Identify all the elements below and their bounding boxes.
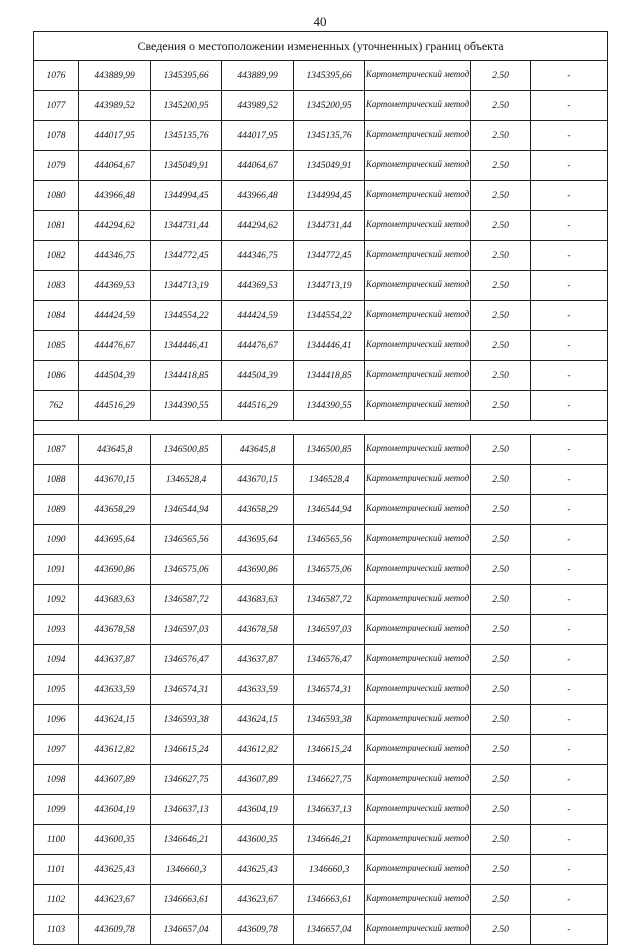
updated-x-cell: 443645,8 (222, 435, 294, 465)
existing-x-cell: 444346,75 (79, 241, 151, 271)
method-cell: Картометрический метод (365, 555, 471, 585)
updated-x-cell: 443889,99 (222, 61, 294, 91)
accuracy-cell: 2.50 (471, 241, 531, 271)
existing-y-cell: 1344731,44 (151, 211, 222, 241)
updated-y-cell: 1346500,85 (294, 435, 365, 465)
method-cell: Картометрический метод (365, 151, 471, 181)
method-cell: Картометрический метод (365, 735, 471, 765)
method-cell: Картометрический метод (365, 331, 471, 361)
updated-x-cell: 443658,29 (222, 495, 294, 525)
updated-x-cell: 444369,53 (222, 271, 294, 301)
point-number-cell: 1079 (34, 151, 79, 181)
point-number-cell: 1080 (34, 181, 79, 211)
updated-y-cell: 1345135,76 (294, 121, 365, 151)
point-number-cell: 1100 (34, 825, 79, 855)
updated-y-cell: 1346575,06 (294, 555, 365, 585)
existing-y-cell: 1345049,91 (151, 151, 222, 181)
existing-x-cell: 443690,86 (79, 555, 151, 585)
existing-x-cell: 444064,67 (79, 151, 151, 181)
accuracy-cell: 2.50 (471, 495, 531, 525)
point-description-cell: - (531, 495, 608, 525)
point-description-cell: - (531, 615, 608, 645)
existing-x-cell: 444294,62 (79, 211, 151, 241)
method-cell: Картометрический метод (365, 885, 471, 915)
table-row (34, 525, 608, 555)
accuracy-cell: 2.50 (471, 915, 531, 945)
accuracy-cell: 2.50 (471, 795, 531, 825)
method-cell: Картометрический метод (365, 211, 471, 241)
table-row (34, 735, 608, 765)
point-number-cell: 1101 (34, 855, 79, 885)
updated-x-cell: 443604,19 (222, 795, 294, 825)
table-row (34, 465, 608, 495)
existing-y-cell: 1346565,56 (151, 525, 222, 555)
point-description-cell: - (531, 331, 608, 361)
page-number: 40 (313, 14, 327, 29)
accuracy-cell: 2.50 (471, 91, 531, 121)
point-number-cell: 1078 (34, 121, 79, 151)
existing-y-cell: 1344446,41 (151, 331, 222, 361)
point-number-cell: 1093 (34, 615, 79, 645)
updated-y-cell: 1346544,94 (294, 495, 365, 525)
point-number-cell: 1089 (34, 495, 79, 525)
existing-x-cell: 444369,53 (79, 271, 151, 301)
point-description-cell: - (531, 91, 608, 121)
point-number-cell: 1083 (34, 271, 79, 301)
updated-y-cell: 1344390,55 (294, 391, 365, 421)
existing-x-cell: 443625,43 (79, 855, 151, 885)
existing-x-cell: 444476,67 (79, 331, 151, 361)
method-cell: Картометрический метод (365, 181, 471, 211)
accuracy-cell: 2.50 (471, 361, 531, 391)
updated-x-cell: 443624,15 (222, 705, 294, 735)
existing-y-cell: 1346615,24 (151, 735, 222, 765)
updated-y-cell: 1344994,45 (294, 181, 365, 211)
updated-x-cell: 443966,48 (222, 181, 294, 211)
existing-y-cell: 1346657,04 (151, 915, 222, 945)
method-cell: Картометрический метод (365, 795, 471, 825)
table-row (34, 645, 608, 675)
point-number-cell: 1096 (34, 705, 79, 735)
point-description-cell: - (531, 915, 608, 945)
point-number-cell: 1076 (34, 61, 79, 91)
point-number-cell: 1098 (34, 765, 79, 795)
existing-x-cell: 443678,58 (79, 615, 151, 645)
point-number-cell: 1090 (34, 525, 79, 555)
existing-y-cell: 1346544,94 (151, 495, 222, 525)
accuracy-cell: 2.50 (471, 735, 531, 765)
updated-y-cell: 1344731,44 (294, 211, 365, 241)
updated-y-cell: 1346576,47 (294, 645, 365, 675)
updated-x-cell: 443609,78 (222, 915, 294, 945)
point-description-cell: - (531, 435, 608, 465)
table-row (34, 151, 608, 181)
updated-y-cell: 1344713,19 (294, 271, 365, 301)
accuracy-cell: 2.50 (471, 555, 531, 585)
updated-y-cell: 1344554,22 (294, 301, 365, 331)
existing-x-cell: 443607,89 (79, 765, 151, 795)
existing-x-cell: 443637,87 (79, 645, 151, 675)
updated-y-cell: 1345049,91 (294, 151, 365, 181)
updated-x-cell: 444516,29 (222, 391, 294, 421)
accuracy-cell: 2.50 (471, 61, 531, 91)
accuracy-cell: 2.50 (471, 825, 531, 855)
existing-y-cell: 1345135,76 (151, 121, 222, 151)
table-row (34, 121, 608, 151)
point-number-cell: 1103 (34, 915, 79, 945)
updated-y-cell: 1346574,31 (294, 675, 365, 705)
method-cell: Картометрический метод (365, 61, 471, 91)
table-row (34, 91, 608, 121)
point-description-cell: - (531, 855, 608, 885)
updated-y-cell: 1346637,13 (294, 795, 365, 825)
accuracy-cell: 2.50 (471, 121, 531, 151)
table-row (34, 555, 608, 585)
existing-x-cell: 443633,59 (79, 675, 151, 705)
existing-y-cell: 1346574,31 (151, 675, 222, 705)
existing-x-cell: 444516,29 (79, 391, 151, 421)
point-description-cell: - (531, 705, 608, 735)
point-number-cell: 1097 (34, 735, 79, 765)
table-row (34, 615, 608, 645)
point-description-cell: - (531, 525, 608, 555)
point-description-cell: - (531, 735, 608, 765)
point-number-cell: 1099 (34, 795, 79, 825)
point-description-cell: - (531, 825, 608, 855)
accuracy-cell: 2.50 (471, 181, 531, 211)
point-description-cell: - (531, 241, 608, 271)
accuracy-cell: 2.50 (471, 525, 531, 555)
existing-y-cell: 1346575,06 (151, 555, 222, 585)
accuracy-cell: 2.50 (471, 705, 531, 735)
existing-y-cell: 1346597,03 (151, 615, 222, 645)
existing-x-cell: 443623,67 (79, 885, 151, 915)
method-cell: Картометрический метод (365, 645, 471, 675)
existing-y-cell: 1346627,75 (151, 765, 222, 795)
point-description-cell: - (531, 211, 608, 241)
accuracy-cell: 2.50 (471, 585, 531, 615)
updated-x-cell: 444346,75 (222, 241, 294, 271)
method-cell: Картометрический метод (365, 675, 471, 705)
existing-y-cell: 1344713,19 (151, 271, 222, 301)
method-cell: Картометрический метод (365, 855, 471, 885)
accuracy-cell: 2.50 (471, 855, 531, 885)
method-cell: Картометрический метод (365, 361, 471, 391)
existing-x-cell: 443612,82 (79, 735, 151, 765)
point-description-cell: - (531, 645, 608, 675)
table-row (34, 825, 608, 855)
accuracy-cell: 2.50 (471, 615, 531, 645)
point-description-cell: - (531, 795, 608, 825)
updated-x-cell: 443678,58 (222, 615, 294, 645)
point-number-cell: 1081 (34, 211, 79, 241)
accuracy-cell: 2.50 (471, 765, 531, 795)
point-description-cell: - (531, 555, 608, 585)
method-cell: Картометрический метод (365, 825, 471, 855)
point-number-cell: 1102 (34, 885, 79, 915)
existing-y-cell: 1344994,45 (151, 181, 222, 211)
method-cell: Картометрический метод (365, 241, 471, 271)
point-number-cell: 1084 (34, 301, 79, 331)
existing-x-cell: 444424,59 (79, 301, 151, 331)
updated-x-cell: 444424,59 (222, 301, 294, 331)
existing-y-cell: 1344554,22 (151, 301, 222, 331)
updated-x-cell: 444064,67 (222, 151, 294, 181)
table-row (34, 435, 608, 465)
table-row (34, 61, 608, 91)
table-row (34, 241, 608, 271)
method-cell: Картометрический метод (365, 465, 471, 495)
accuracy-cell: 2.50 (471, 675, 531, 705)
existing-x-cell: 443683,63 (79, 585, 151, 615)
existing-y-cell: 1346637,13 (151, 795, 222, 825)
accuracy-cell: 2.50 (471, 465, 531, 495)
table-row (34, 181, 608, 211)
point-description-cell: - (531, 181, 608, 211)
updated-x-cell: 443690,86 (222, 555, 294, 585)
point-description-cell: - (531, 885, 608, 915)
updated-y-cell: 1346627,75 (294, 765, 365, 795)
updated-x-cell: 443600,35 (222, 825, 294, 855)
existing-y-cell: 1344418,85 (151, 361, 222, 391)
point-description-cell: - (531, 361, 608, 391)
updated-x-cell: 444294,62 (222, 211, 294, 241)
existing-y-cell: 1346587,72 (151, 585, 222, 615)
table-row (34, 855, 608, 885)
point-description-cell: - (531, 121, 608, 151)
updated-x-cell: 443607,89 (222, 765, 294, 795)
existing-x-cell: 443695,64 (79, 525, 151, 555)
method-cell: Картометрический метод (365, 765, 471, 795)
table-row (34, 271, 608, 301)
existing-x-cell: 443624,15 (79, 705, 151, 735)
existing-y-cell: 1344390,55 (151, 391, 222, 421)
existing-x-cell: 443989,52 (79, 91, 151, 121)
point-description-cell: - (531, 151, 608, 181)
updated-x-cell: 444504,39 (222, 361, 294, 391)
table-row (34, 331, 608, 361)
existing-y-cell: 1346646,21 (151, 825, 222, 855)
table-row (34, 585, 608, 615)
table-row (34, 915, 608, 945)
point-description-cell: - (531, 465, 608, 495)
existing-x-cell: 443600,35 (79, 825, 151, 855)
point-description-cell: - (531, 585, 608, 615)
table-row (34, 391, 608, 421)
point-description-cell: - (531, 675, 608, 705)
updated-y-cell: 1346660,3 (294, 855, 365, 885)
updated-x-cell: 443989,52 (222, 91, 294, 121)
updated-y-cell: 1346587,72 (294, 585, 365, 615)
accuracy-cell: 2.50 (471, 331, 531, 361)
method-cell: Картометрический метод (365, 915, 471, 945)
point-description-cell: - (531, 271, 608, 301)
table-row (34, 361, 608, 391)
updated-x-cell: 443623,67 (222, 885, 294, 915)
updated-y-cell: 1346646,21 (294, 825, 365, 855)
existing-y-cell: 1346663,61 (151, 885, 222, 915)
point-number-cell: 1095 (34, 675, 79, 705)
point-number-cell: 1077 (34, 91, 79, 121)
table-row (34, 765, 608, 795)
table-row (34, 795, 608, 825)
updated-y-cell: 1346593,38 (294, 705, 365, 735)
table-title: Сведения о местоположении измененных (уточненных) границ объекта (34, 32, 608, 61)
point-number-cell: 1086 (34, 361, 79, 391)
method-cell: Картометрический метод (365, 705, 471, 735)
method-cell: Картометрический метод (365, 435, 471, 465)
group-separator (34, 421, 608, 435)
group-separator-row (34, 421, 608, 435)
updated-y-cell: 1345395,66 (294, 61, 365, 91)
updated-y-cell: 1346565,56 (294, 525, 365, 555)
table-row (34, 211, 608, 241)
existing-x-cell: 444017,95 (79, 121, 151, 151)
updated-x-cell: 443670,15 (222, 465, 294, 495)
existing-x-cell: 443645,8 (79, 435, 151, 465)
updated-x-cell: 443637,87 (222, 645, 294, 675)
existing-x-cell: 443966,48 (79, 181, 151, 211)
table-title-row (34, 32, 608, 61)
existing-x-cell: 443658,29 (79, 495, 151, 525)
existing-y-cell: 1345395,66 (151, 61, 222, 91)
updated-y-cell: 1344446,41 (294, 331, 365, 361)
table-row (34, 495, 608, 525)
accuracy-cell: 2.50 (471, 151, 531, 181)
table-row (34, 885, 608, 915)
method-cell: Картометрический метод (365, 585, 471, 615)
point-number-cell: 1092 (34, 585, 79, 615)
point-number-cell: 1091 (34, 555, 79, 585)
updated-y-cell: 1344418,85 (294, 361, 365, 391)
point-number-cell: 762 (34, 391, 79, 421)
existing-x-cell: 443670,15 (79, 465, 151, 495)
boundary-coordinates-table (33, 31, 608, 945)
point-description-cell: - (531, 391, 608, 421)
updated-y-cell: 1346657,04 (294, 915, 365, 945)
point-description-cell: - (531, 301, 608, 331)
existing-y-cell: 1346593,38 (151, 705, 222, 735)
updated-x-cell: 443625,43 (222, 855, 294, 885)
method-cell: Картометрический метод (365, 525, 471, 555)
point-description-cell: - (531, 765, 608, 795)
point-number-cell: 1094 (34, 645, 79, 675)
method-cell: Картометрический метод (365, 121, 471, 151)
updated-x-cell: 443683,63 (222, 585, 294, 615)
method-cell: Картометрический метод (365, 301, 471, 331)
point-number-cell: 1085 (34, 331, 79, 361)
updated-x-cell: 443612,82 (222, 735, 294, 765)
method-cell: Картометрический метод (365, 495, 471, 525)
existing-x-cell: 444504,39 (79, 361, 151, 391)
accuracy-cell: 2.50 (471, 435, 531, 465)
updated-x-cell: 444476,67 (222, 331, 294, 361)
method-cell: Картометрический метод (365, 271, 471, 301)
table-row (34, 675, 608, 705)
existing-x-cell: 443889,99 (79, 61, 151, 91)
updated-y-cell: 1346597,03 (294, 615, 365, 645)
accuracy-cell: 2.50 (471, 885, 531, 915)
accuracy-cell: 2.50 (471, 301, 531, 331)
updated-y-cell: 1346615,24 (294, 735, 365, 765)
point-description-cell: - (531, 61, 608, 91)
method-cell: Картометрический метод (365, 615, 471, 645)
updated-x-cell: 444017,95 (222, 121, 294, 151)
existing-y-cell: 1346660,3 (151, 855, 222, 885)
existing-y-cell: 1346576,47 (151, 645, 222, 675)
existing-y-cell: 1345200,95 (151, 91, 222, 121)
updated-y-cell: 1345200,95 (294, 91, 365, 121)
point-number-cell: 1082 (34, 241, 79, 271)
updated-x-cell: 443633,59 (222, 675, 294, 705)
existing-x-cell: 443604,19 (79, 795, 151, 825)
accuracy-cell: 2.50 (471, 211, 531, 241)
table-row (34, 301, 608, 331)
accuracy-cell: 2.50 (471, 271, 531, 301)
existing-y-cell: 1346528,4 (151, 465, 222, 495)
existing-y-cell: 1344772,45 (151, 241, 222, 271)
updated-x-cell: 443695,64 (222, 525, 294, 555)
updated-y-cell: 1344772,45 (294, 241, 365, 271)
existing-y-cell: 1346500,85 (151, 435, 222, 465)
table-row (34, 705, 608, 735)
updated-y-cell: 1346663,61 (294, 885, 365, 915)
updated-y-cell: 1346528,4 (294, 465, 365, 495)
method-cell: Картометрический метод (365, 91, 471, 121)
point-number-cell: 1087 (34, 435, 79, 465)
accuracy-cell: 2.50 (471, 391, 531, 421)
method-cell: Картометрический метод (365, 391, 471, 421)
existing-x-cell: 443609,78 (79, 915, 151, 945)
accuracy-cell: 2.50 (471, 645, 531, 675)
point-number-cell: 1088 (34, 465, 79, 495)
